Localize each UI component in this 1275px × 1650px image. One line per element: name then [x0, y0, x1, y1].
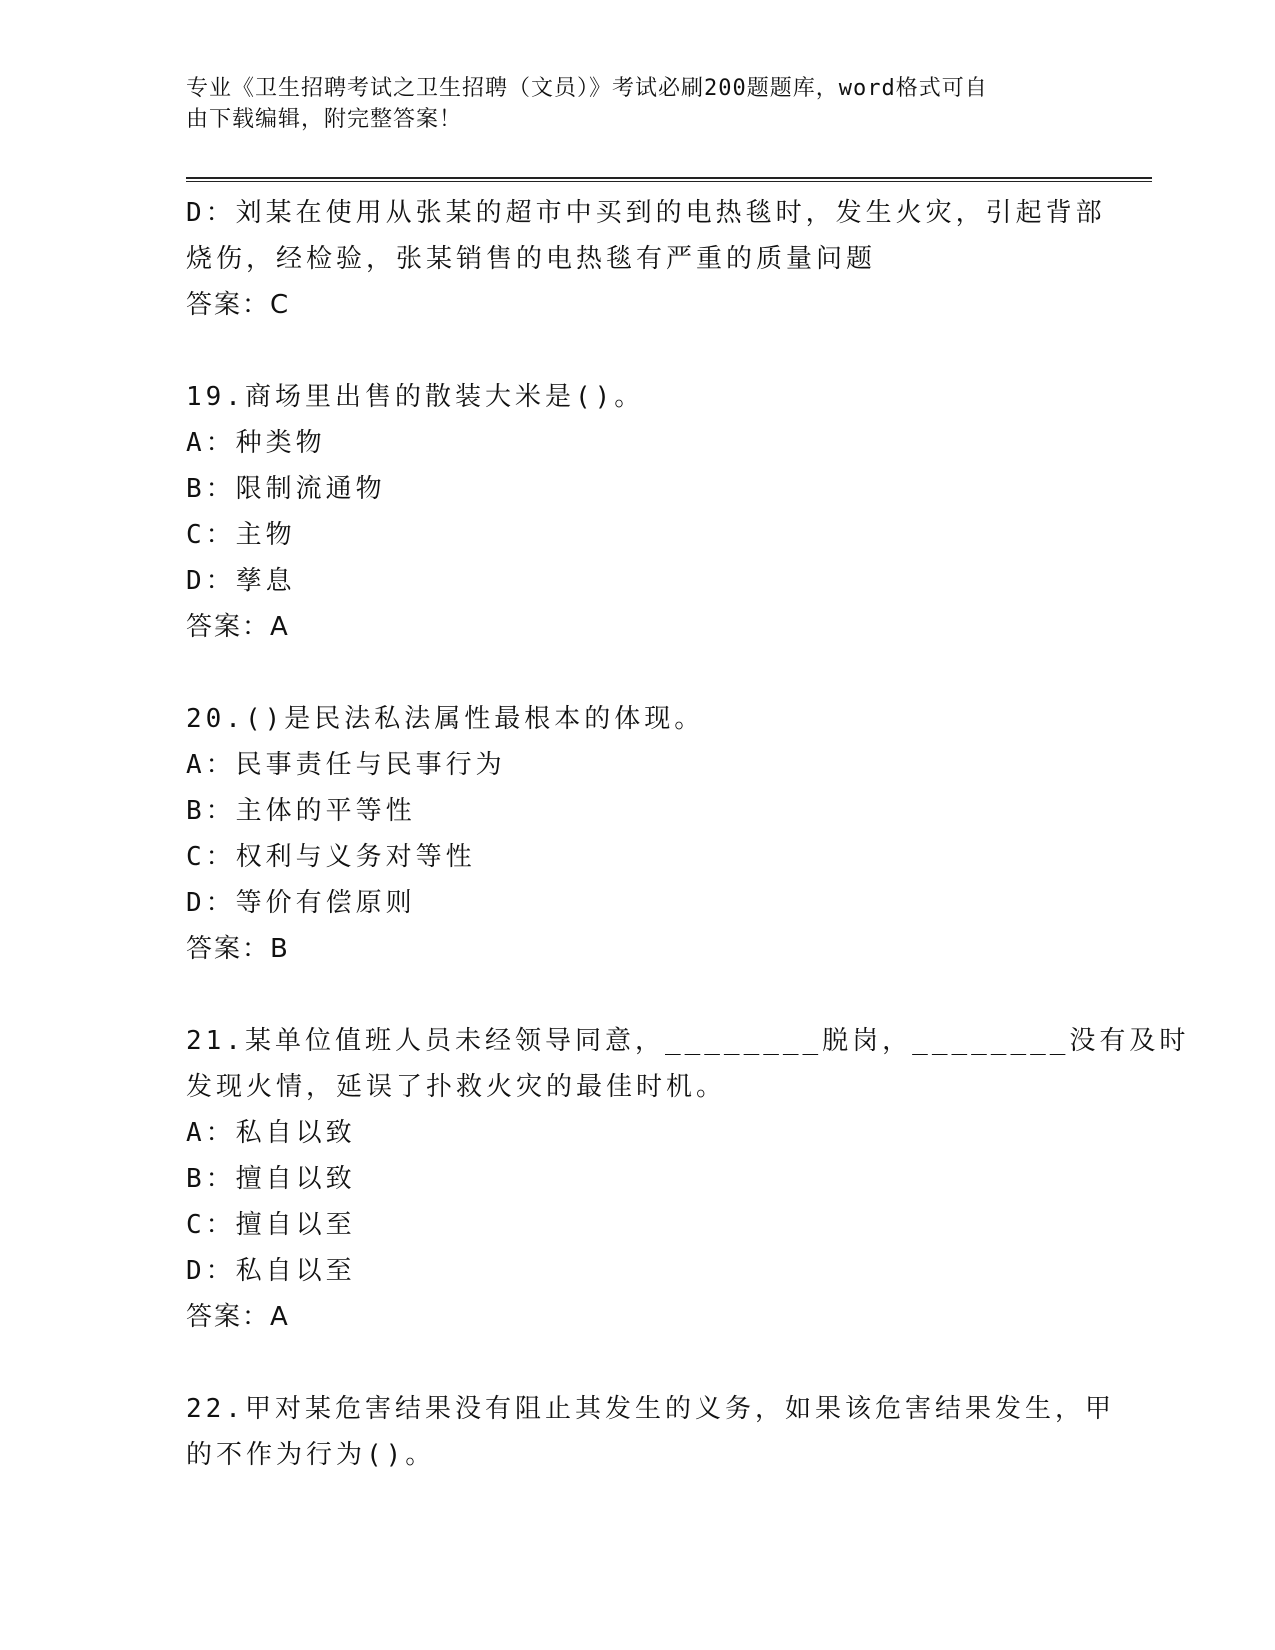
spacer [186, 972, 1066, 1018]
option-b: B：擅自以致 [186, 1164, 356, 1194]
answer: 答案：C [186, 290, 291, 320]
spacer [186, 1340, 1066, 1386]
answer: 答案：B [186, 934, 290, 964]
header-line-2: 由下载编辑，附完整答案！ [186, 107, 463, 132]
option-d: D：等价有偿原则 [186, 888, 416, 918]
answer: 答案：A [186, 612, 290, 642]
question-20 [186, 696, 1066, 972]
header-divider-thin [186, 181, 1152, 182]
option-a: A：私自以致 [186, 1118, 356, 1148]
question-text-continued: 的不作为行为()。 [186, 1440, 436, 1470]
question-18-tail [186, 190, 1106, 328]
option-c: C：主物 [186, 520, 296, 550]
question-21 [186, 1018, 1190, 1340]
question-text: 21.某单位值班人员未经领导同意，________脱岗，________没有及时 [186, 1026, 1190, 1056]
option-b: B：限制流通物 [186, 474, 386, 504]
document-body [186, 190, 1190, 1478]
spacer [186, 328, 1066, 374]
header-divider-thick [186, 177, 1152, 179]
question-text: 22.甲对某危害结果没有阻止其发生的义务，如果该危害结果发生，甲 [186, 1394, 1115, 1424]
option-a: A：民事责任与民事行为 [186, 750, 506, 780]
header-line-1: 专业《卫生招聘考试之卫生招聘（文员）》考试必刷200题题库，word格式可自 [186, 76, 988, 101]
option-d: D：孳息 [186, 566, 296, 596]
document-header [186, 73, 1066, 135]
question-text-continued: 发现火情，延误了扑救火灾的最佳时机。 [186, 1072, 727, 1102]
option-d-continued: 烧伤，经检验，张某销售的电热毯有严重的质量问题 [186, 244, 877, 274]
answer: 答案：A [186, 1302, 290, 1332]
option-d: D：私自以至 [186, 1256, 356, 1286]
option-a: A：种类物 [186, 428, 326, 458]
option-d: D：刘某在使用从张某的超市中买到的电热毯时，发生火灾，引起背部 [186, 198, 1106, 228]
question-text: 19.商场里出售的散装大米是()。 [186, 382, 645, 412]
question-19 [186, 374, 1066, 650]
option-b: B：主体的平等性 [186, 796, 416, 826]
option-c: C：权利与义务对等性 [186, 842, 476, 872]
spacer [186, 650, 1066, 696]
question-text: 20.()是民法私法属性最根本的体现。 [186, 704, 705, 734]
option-c: C：擅自以至 [186, 1210, 356, 1240]
question-22 [186, 1386, 1115, 1478]
